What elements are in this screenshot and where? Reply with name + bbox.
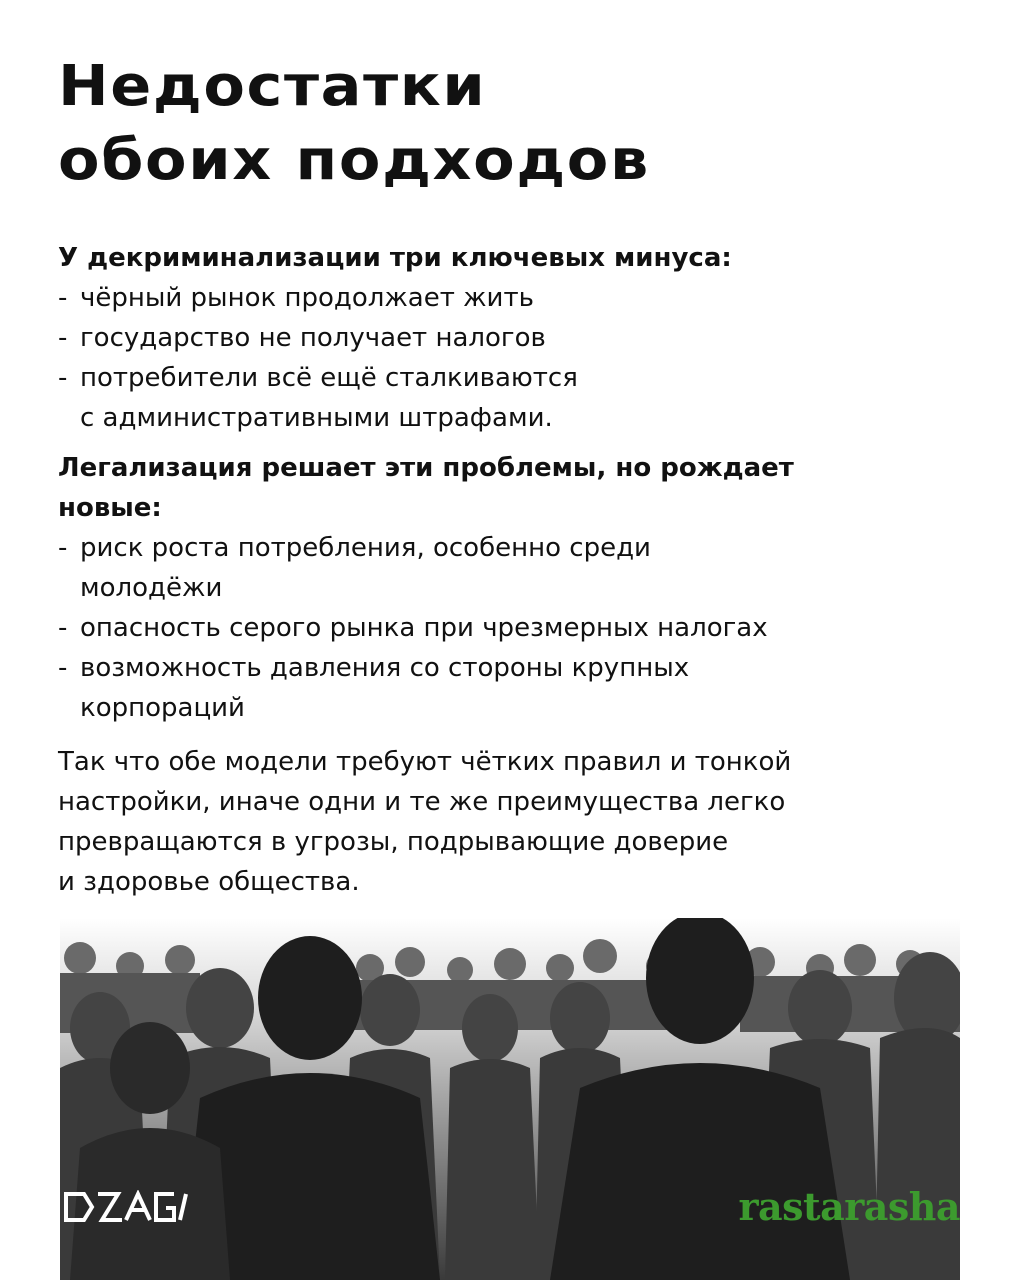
title-line-1: Недостатки xyxy=(58,54,487,119)
list-dash: - xyxy=(58,613,68,643)
dzagi-logo xyxy=(62,1190,198,1228)
list-item xyxy=(58,358,978,438)
list-item-text: риск роста потребления, особенно среди xyxy=(80,533,651,563)
article-body xyxy=(58,238,978,902)
list-item-text: потребители всё ещё сталкиваются xyxy=(80,363,578,393)
closing-line: Так что обе модели требуют чётких правил и тонкой xyxy=(58,747,792,777)
list-dash: - xyxy=(58,323,68,353)
page-title xyxy=(58,50,1024,198)
closing-line: настройки, иначе одни и те же преимущества легко xyxy=(58,787,786,817)
list-item-text: опасность серого рынка при чрезмерных налогах xyxy=(80,613,768,643)
closing-line: превращаются в угрозы, подрывающие доверие xyxy=(58,827,729,857)
decriminalization-lead: У декриминализации три ключевых минуса: xyxy=(58,243,732,273)
list-item xyxy=(58,648,978,728)
list-dash: - xyxy=(58,363,68,393)
closing-line: и здоровье общества. xyxy=(58,867,360,897)
list-dash: - xyxy=(58,533,68,563)
list-item-text: молодёжи xyxy=(80,573,223,603)
list-item xyxy=(58,278,978,318)
list-item xyxy=(58,318,978,358)
list-dash: - xyxy=(58,283,68,313)
legalization-lead xyxy=(58,448,978,528)
legalization-lead-line-1: Легализация решает эти проблемы, но рождает xyxy=(58,453,794,483)
list-dash: - xyxy=(58,653,68,683)
list-item-text: чёрный рынок продолжает жить xyxy=(80,283,534,313)
list-item-text: возможность давления со стороны крупных xyxy=(80,653,690,683)
list-item-text: государство не получает налогов xyxy=(80,323,546,353)
legalization-section xyxy=(58,448,978,728)
list-item xyxy=(58,528,978,608)
list-item-text: корпораций xyxy=(80,693,245,723)
list-item xyxy=(58,608,978,648)
title-line-2: обоих подходов xyxy=(58,128,650,193)
list-item-text: с административными штрафами. xyxy=(80,403,553,433)
closing-paragraph xyxy=(58,742,978,902)
rastarasha-logo: rastarasha xyxy=(738,1184,960,1229)
decriminalization-section xyxy=(58,238,978,438)
legalization-lead-line-2: новые: xyxy=(58,493,162,523)
